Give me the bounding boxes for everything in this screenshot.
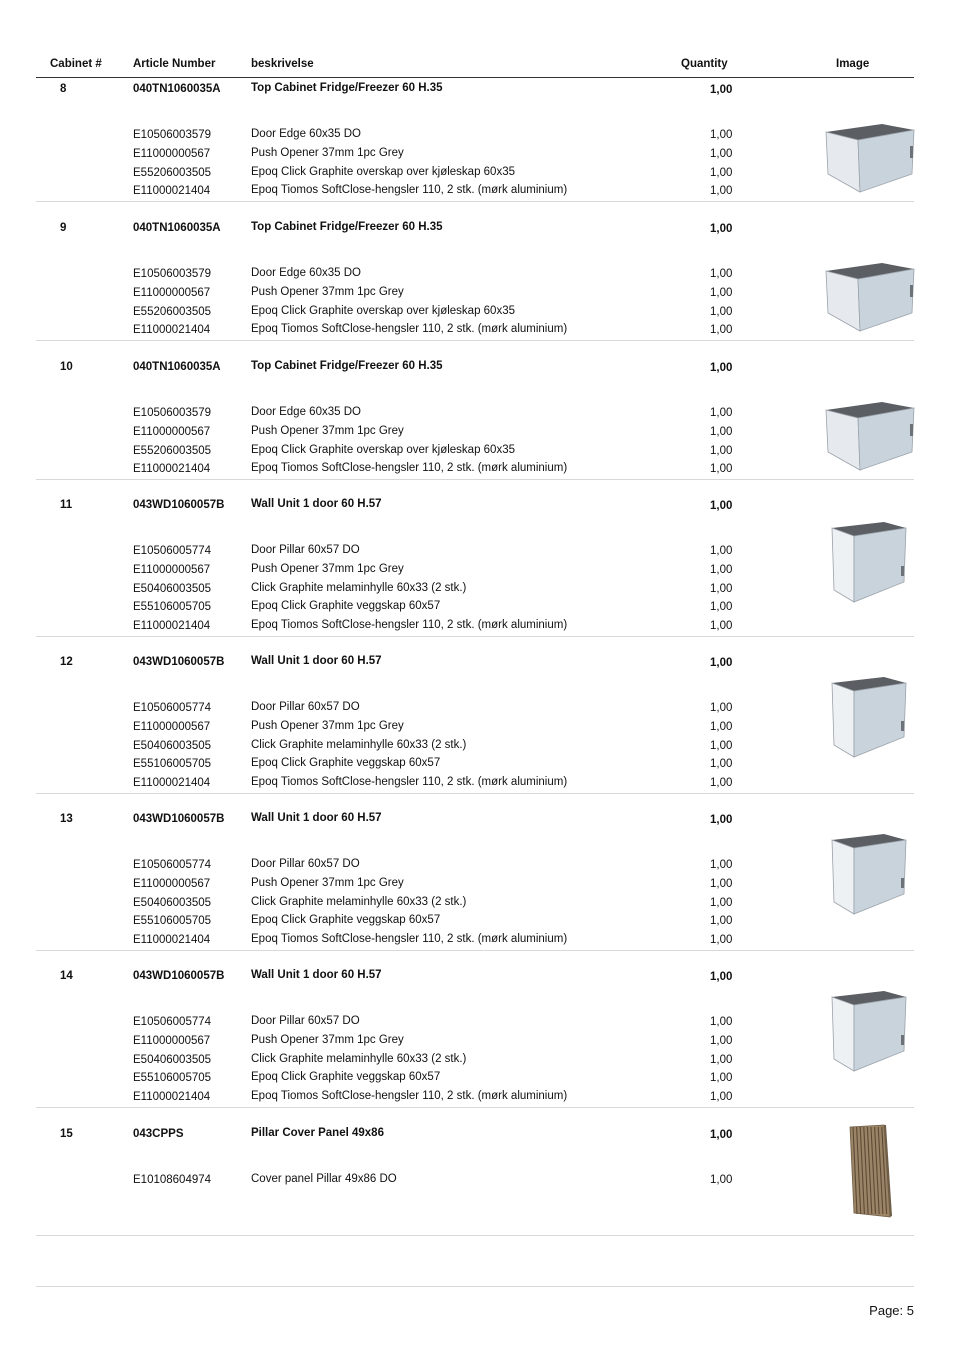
cabinet-quantity: 1,00 — [710, 84, 733, 96]
header-cabinet: Cabinet # — [50, 58, 102, 70]
cabinet-article-number: 040TN1060035A — [133, 222, 221, 234]
item-quantity: 1,00 — [710, 305, 733, 318]
cabinet-number: 8 — [60, 83, 67, 95]
item-description: Push Opener 37mm 1pc Grey — [251, 285, 404, 298]
item-quantity: 1,00 — [710, 463, 733, 476]
item-description: Push Opener 37mm 1pc Grey — [251, 146, 404, 159]
cabinet-article-number: 040TN1060035A — [133, 361, 221, 373]
wall-unit-icon — [828, 675, 908, 759]
wall-unit-icon — [828, 832, 908, 916]
item-quantity: 1,00 — [710, 545, 733, 557]
item-description: Door Edge 60x35 DO — [251, 406, 361, 418]
item-quantity: 1,00 — [710, 1034, 733, 1047]
wall-unit-icon — [828, 520, 908, 604]
item-article-number: E10506003579 — [133, 129, 212, 141]
item-article-number: E55106005705 — [133, 601, 212, 614]
cover-panel-icon — [846, 1123, 894, 1219]
item-description: Door Pillar 60x57 DO — [251, 1015, 360, 1027]
item-article-number: E10506003579 — [133, 407, 212, 419]
page-number: Page: 5 — [869, 1303, 914, 1318]
item-quantity: 1,00 — [710, 896, 733, 909]
item-article-number: E11000000567 — [133, 720, 211, 733]
group-divider — [36, 1107, 914, 1108]
cabinet-number: 14 — [60, 970, 73, 982]
cabinet-quantity: 1,00 — [710, 223, 733, 235]
group-divider — [36, 340, 914, 341]
item-quantity: 1,00 — [710, 286, 733, 299]
item-article-number: E11000021404 — [133, 324, 211, 337]
item-article-number: E50406003505 — [133, 739, 212, 752]
group-divider — [36, 201, 914, 202]
cabinet-article-number: 043CPPS — [133, 1128, 184, 1140]
item-article-number: E11000021404 — [133, 620, 211, 633]
item-article-number: E11000021404 — [133, 777, 211, 790]
item-description: Epoq Tiomos SoftClose-hengsler 110, 2 stk. (mørk aluminium) — [251, 776, 568, 789]
item-quantity: 1,00 — [710, 324, 733, 337]
item-article-number: E50406003505 — [133, 1053, 212, 1066]
cabinet-description: Top Cabinet Fridge/Freezer 60 H.35 — [251, 221, 443, 233]
item-article-number: E10506003579 — [133, 268, 212, 280]
top-cabinet-icon — [820, 400, 916, 472]
cabinet-article-number: 043WD1060057B — [133, 656, 225, 668]
item-article-number: E11000000567 — [133, 286, 211, 299]
item-quantity: 1,00 — [710, 620, 733, 633]
item-article-number: E11000000567 — [133, 877, 211, 890]
item-description: Epoq Click Graphite veggskap 60x57 — [251, 600, 441, 613]
item-article-number: E55106005705 — [133, 1072, 212, 1085]
item-quantity: 1,00 — [710, 425, 733, 438]
group-divider — [36, 793, 914, 794]
cabinet-number: 15 — [60, 1128, 73, 1140]
top-cabinet-icon — [820, 122, 916, 194]
item-description: Door Edge 60x35 DO — [251, 128, 361, 140]
cabinet-article-number: 043WD1060057B — [133, 499, 225, 511]
item-description: Push Opener 37mm 1pc Grey — [251, 562, 404, 575]
cabinet-quantity: 1,00 — [710, 500, 733, 512]
item-description: Door Pillar 60x57 DO — [251, 858, 360, 870]
item-article-number: E55206003505 — [133, 305, 212, 318]
item-description: Cover panel Pillar 49x86 DO — [251, 1173, 397, 1185]
cabinet-number: 12 — [60, 656, 73, 668]
cabinet-number: 13 — [60, 813, 73, 825]
cabinet-description: Wall Unit 1 door 60 H.57 — [251, 812, 382, 824]
item-article-number: E11000000567 — [133, 1034, 211, 1047]
item-article-number: E10506005774 — [133, 1016, 212, 1028]
cabinet-description: Pillar Cover Panel 49x86 — [251, 1127, 384, 1139]
item-description: Epoq Click Graphite veggskap 60x57 — [251, 1071, 441, 1084]
item-article-number: E50406003505 — [133, 896, 212, 909]
cabinet-quantity: 1,00 — [710, 814, 733, 826]
header-divider — [36, 77, 914, 78]
item-quantity: 1,00 — [710, 147, 733, 160]
item-description: Click Graphite melaminhylle 60x33 (2 stk.) — [251, 1052, 467, 1065]
item-description: Epoq Tiomos SoftClose-hengsler 110, 2 stk. (mørk aluminium) — [251, 184, 568, 197]
cabinet-number: 9 — [60, 222, 67, 234]
header-description: beskrivelse — [251, 58, 314, 70]
item-quantity: 1,00 — [710, 268, 733, 280]
item-quantity: 1,00 — [710, 934, 733, 947]
cabinet-quantity: 1,00 — [710, 1129, 733, 1141]
item-quantity: 1,00 — [710, 185, 733, 198]
item-description: Epoq Click Graphite veggskap 60x57 — [251, 757, 441, 770]
item-article-number: E10108604974 — [133, 1174, 212, 1186]
item-description: Push Opener 37mm 1pc Grey — [251, 719, 404, 732]
item-description: Epoq Tiomos SoftClose-hengsler 110, 2 stk. (mørk aluminium) — [251, 933, 568, 946]
item-description: Epoq Click Graphite overskap over kjøleskap 60x35 — [251, 304, 515, 317]
item-quantity: 1,00 — [710, 758, 733, 771]
item-quantity: 1,00 — [710, 407, 733, 419]
item-article-number: E11000021404 — [133, 463, 211, 476]
item-quantity: 1,00 — [710, 702, 733, 714]
item-description: Epoq Click Graphite veggskap 60x57 — [251, 914, 441, 927]
group-divider — [36, 636, 914, 637]
item-article-number: E55106005705 — [133, 915, 212, 928]
cabinet-article-number: 043WD1060057B — [133, 813, 225, 825]
item-article-number: E55106005705 — [133, 758, 212, 771]
item-description: Epoq Click Graphite overskap over kjøleskap 60x35 — [251, 165, 515, 178]
item-quantity: 1,00 — [710, 877, 733, 890]
item-article-number: E11000021404 — [133, 185, 211, 198]
item-description: Push Opener 37mm 1pc Grey — [251, 424, 404, 437]
cabinet-number: 11 — [60, 499, 73, 511]
item-article-number: E11000000567 — [133, 425, 211, 438]
item-article-number: E11000000567 — [133, 563, 211, 576]
cabinet-description: Wall Unit 1 door 60 H.57 — [251, 655, 382, 667]
item-description: Epoq Tiomos SoftClose-hengsler 110, 2 stk. (mørk aluminium) — [251, 462, 568, 475]
item-description: Click Graphite melaminhylle 60x33 (2 stk.) — [251, 895, 467, 908]
item-article-number: E11000021404 — [133, 934, 211, 947]
item-description: Door Pillar 60x57 DO — [251, 701, 360, 713]
item-quantity: 1,00 — [710, 444, 733, 457]
item-article-number: E11000021404 — [133, 1091, 211, 1104]
item-quantity: 1,00 — [710, 1091, 733, 1104]
item-article-number: E11000000567 — [133, 147, 211, 160]
cabinet-description: Wall Unit 1 door 60 H.57 — [251, 498, 382, 510]
item-article-number: E55206003505 — [133, 444, 212, 457]
item-quantity: 1,00 — [710, 915, 733, 928]
item-article-number: E10506005774 — [133, 859, 212, 871]
item-description: Door Edge 60x35 DO — [251, 267, 361, 279]
item-quantity: 1,00 — [710, 720, 733, 733]
item-quantity: 1,00 — [710, 563, 733, 576]
item-description: Epoq Tiomos SoftClose-hengsler 110, 2 stk. (mørk aluminium) — [251, 619, 568, 632]
item-quantity: 1,00 — [710, 1072, 733, 1085]
item-quantity: 1,00 — [710, 582, 733, 595]
header-article-number: Article Number — [133, 58, 216, 70]
cabinet-description: Top Cabinet Fridge/Freezer 60 H.35 — [251, 82, 443, 94]
cabinet-quantity: 1,00 — [710, 657, 733, 669]
cabinet-quantity: 1,00 — [710, 362, 733, 374]
group-divider — [36, 479, 914, 480]
item-article-number: E10506005774 — [133, 702, 212, 714]
item-quantity: 1,00 — [710, 129, 733, 141]
header-image: Image — [836, 58, 870, 70]
top-cabinet-icon — [820, 261, 916, 333]
cabinet-number: 10 — [60, 361, 73, 373]
cabinet-quantity: 1,00 — [710, 971, 733, 983]
item-description: Click Graphite melaminhylle 60x33 (2 stk.) — [251, 738, 467, 751]
item-quantity: 1,00 — [710, 1016, 733, 1028]
item-description: Door Pillar 60x57 DO — [251, 544, 360, 556]
group-divider — [36, 1235, 914, 1236]
item-quantity: 1,00 — [710, 601, 733, 614]
item-description: Push Opener 37mm 1pc Grey — [251, 876, 404, 889]
footer-divider — [36, 1286, 914, 1287]
item-description: Epoq Tiomos SoftClose-hengsler 110, 2 stk. (mørk aluminium) — [251, 1090, 568, 1103]
cabinet-description: Top Cabinet Fridge/Freezer 60 H.35 — [251, 360, 443, 372]
item-description: Click Graphite melaminhylle 60x33 (2 stk.) — [251, 581, 467, 594]
item-quantity: 1,00 — [710, 1174, 733, 1186]
cabinet-article-number: 040TN1060035A — [133, 83, 221, 95]
item-quantity: 1,00 — [710, 859, 733, 871]
cabinet-description: Wall Unit 1 door 60 H.57 — [251, 969, 382, 981]
item-quantity: 1,00 — [710, 166, 733, 179]
item-quantity: 1,00 — [710, 739, 733, 752]
item-description: Epoq Click Graphite overskap over kjøleskap 60x35 — [251, 443, 515, 456]
item-article-number: E50406003505 — [133, 582, 212, 595]
cabinet-article-number: 043WD1060057B — [133, 970, 225, 982]
group-divider — [36, 950, 914, 951]
item-quantity: 1,00 — [710, 1053, 733, 1066]
item-article-number: E55206003505 — [133, 166, 212, 179]
wall-unit-icon — [828, 989, 908, 1073]
item-description: Epoq Tiomos SoftClose-hengsler 110, 2 stk. (mørk aluminium) — [251, 323, 568, 336]
item-description: Push Opener 37mm 1pc Grey — [251, 1033, 404, 1046]
header-quantity: Quantity — [681, 58, 728, 70]
item-quantity: 1,00 — [710, 777, 733, 790]
item-article-number: E10506005774 — [133, 545, 212, 557]
